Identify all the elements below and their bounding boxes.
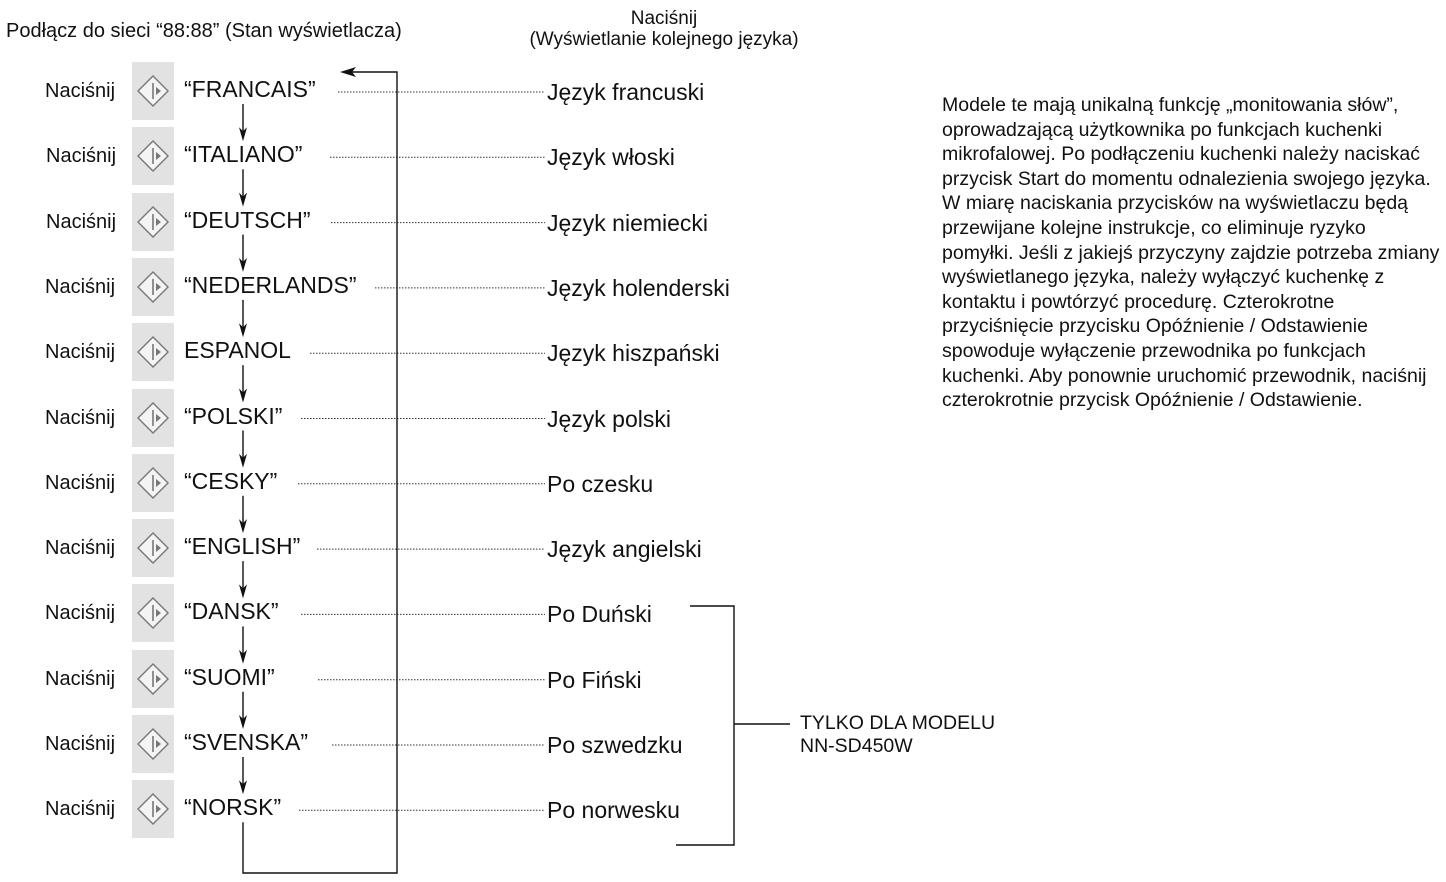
start-button[interactable] xyxy=(132,715,174,773)
description-text: Modele te mają unikalną funkcję „monitowania słów”, oprowadzającą użytkownika po funkcjach kuchenki mikrofalowej. Po podłączeniu kuchenki należy naciskać przycisk Start do momentu odnalezienia swojego języka. W miarę naciskania przycisków na wyświetlaczu będą przewijane kolejne instrukcje, co eliminuje ryzyko pomyłki. Jeśli z jakiejś przyczyny zajdzie potrzeba zmiany wyświetlanego języka, należy wyłączyć kuchenkę z kontaktu i powtórzyć procedurę. Czterokrotne przyciśnięcie przycisku Opóźnienie / Odstawienie spowoduje wyłączenie przewodnika po funkcjach kuchenki. Aby ponownie uruchomić przewodnik, naciśnij czterokrotnie przycisk Opóźnienie / Odstawienie. xyxy=(942,94,1440,412)
display-code: “ITALIANO” xyxy=(184,141,303,168)
press-label: Naciśnij xyxy=(45,275,116,298)
press-label: Naciśnij xyxy=(46,145,117,168)
display-code: “CESKY” xyxy=(184,467,278,494)
start-button[interactable] xyxy=(132,193,174,251)
header-right-line2: (Wyświetlanie kolejnego języka) xyxy=(529,29,799,50)
language-name: Język francuski xyxy=(547,79,705,105)
model-note xyxy=(800,712,995,758)
language-name: Po szwedzku xyxy=(547,732,683,758)
start-diamond-icon xyxy=(132,62,174,120)
display-code: “SVENSKA” xyxy=(184,729,308,755)
start-button[interactable] xyxy=(132,323,174,381)
language-name: Język polski xyxy=(547,405,671,432)
start-diamond-icon xyxy=(132,519,174,577)
language-name: Język hiszpański xyxy=(547,340,720,367)
press-label: Naciśnij xyxy=(45,733,116,755)
start-button[interactable] xyxy=(132,519,174,577)
start-button[interactable] xyxy=(132,258,174,316)
press-label: Naciśnij xyxy=(45,341,116,364)
press-label: Naciśnij xyxy=(45,798,116,821)
start-button[interactable] xyxy=(132,127,174,185)
display-code: “SUOMI” xyxy=(184,663,275,690)
model-bracket xyxy=(676,606,734,845)
press-label: Naciśnij xyxy=(45,406,116,429)
language-name: Po norwesku xyxy=(547,797,680,824)
press-label: Naciśnij xyxy=(45,602,116,625)
press-label: Naciśnij xyxy=(46,210,117,233)
display-code: “POLSKI” xyxy=(184,402,283,429)
display-code: “DANSK” xyxy=(184,598,279,625)
press-label: Naciśnij xyxy=(45,80,116,102)
language-name: Język holenderski xyxy=(547,274,730,301)
start-button[interactable] xyxy=(132,454,174,512)
display-code: “NEDERLANDS” xyxy=(184,271,357,298)
press-label: Naciśnij xyxy=(45,667,116,690)
language-name: Po Duński xyxy=(547,601,652,628)
display-code: “ENGLISH” xyxy=(184,533,301,560)
start-diamond-icon xyxy=(132,258,174,316)
start-diamond-icon xyxy=(132,389,174,447)
press-label: Naciśnij xyxy=(45,537,116,560)
display-code: “NORSK” xyxy=(184,794,282,821)
start-button[interactable] xyxy=(132,780,174,838)
model-note-line2: NN-SD450W xyxy=(800,735,913,757)
language-name: Po czesku xyxy=(547,470,654,497)
start-button[interactable] xyxy=(132,389,174,447)
display-code: ESPANOL xyxy=(184,337,291,364)
start-diamond-icon xyxy=(132,715,174,773)
start-diamond-icon xyxy=(132,193,174,251)
language-name: Język angielski xyxy=(547,536,702,563)
language-name: Po Fiński xyxy=(547,666,642,693)
start-button[interactable] xyxy=(132,650,174,708)
header-right-line1: Naciśnij xyxy=(630,8,698,29)
start-diamond-icon xyxy=(132,454,174,512)
start-button[interactable] xyxy=(132,584,174,642)
start-button[interactable] xyxy=(132,62,174,120)
start-diamond-icon xyxy=(132,650,174,708)
press-label: Naciśnij xyxy=(45,471,116,494)
start-diamond-icon xyxy=(132,780,174,838)
start-diamond-icon xyxy=(132,323,174,381)
start-diamond-icon xyxy=(132,584,174,642)
start-diamond-icon xyxy=(132,127,174,185)
model-note-line1: TYLKO DLA MODELU xyxy=(800,712,996,734)
display-code: “DEUTSCH” xyxy=(184,206,311,233)
language-name: Język włoski xyxy=(547,144,675,171)
display-code: “FRANCAIS” xyxy=(184,76,316,102)
header-left: Podłącz do sieci “88:88” (Stan wyświetlacza) xyxy=(6,20,402,42)
language-name: Język niemiecki xyxy=(547,209,709,236)
